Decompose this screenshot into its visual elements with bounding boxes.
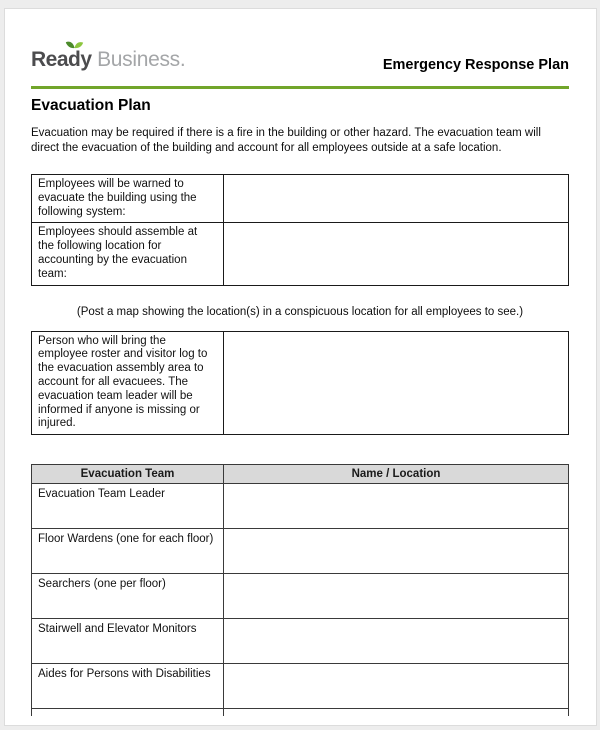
table-row <box>32 175 569 223</box>
team-role-label: Floor Wardens (one for each floor) <box>32 529 224 574</box>
roster-person-field[interactable] <box>224 331 569 435</box>
document-header <box>31 9 569 89</box>
logo-brand-period: . <box>179 48 186 71</box>
table-row <box>32 574 569 619</box>
logo-brand-light: Business <box>91 48 180 71</box>
field-label-warning-system: Employees will be warned to evacuate the building using the following system: <box>32 175 224 223</box>
column-header-evacuation-team: Evacuation Team <box>32 465 224 484</box>
name-location-field[interactable] <box>224 709 569 716</box>
leaf-icon <box>65 40 84 50</box>
section-title: Evacuation Plan <box>31 97 151 114</box>
name-location-field[interactable] <box>224 619 569 664</box>
field-label-roster-person: Person who will bring the employee roster and visitor log to the evacuation assembly area to account for all evacuees. The evacuation team leader will be informed if anyone is missing or injured. <box>32 331 224 435</box>
table-row <box>32 664 569 709</box>
name-location-field[interactable] <box>224 574 569 619</box>
table-row <box>32 619 569 664</box>
team-role-label: Stairwell and Elevator Monitors <box>32 619 224 664</box>
table-row <box>32 484 569 529</box>
table-row <box>32 331 569 435</box>
column-header-name-location: Name / Location <box>224 465 569 484</box>
name-location-field[interactable] <box>224 484 569 529</box>
field-label-assembly-location: Employees should assemble at the following location for accounting by the evacuation team: <box>32 223 224 285</box>
document-page <box>4 8 597 726</box>
name-location-field[interactable] <box>224 664 569 709</box>
map-note: (Post a map showing the location(s) in a conspicuous location for all employees to see.) <box>76 305 524 318</box>
team-role-label[interactable] <box>32 709 224 716</box>
table-row <box>32 529 569 574</box>
evacuation-team-table <box>31 464 569 716</box>
assembly-location-field[interactable] <box>224 223 569 285</box>
team-role-label: Searchers (one per floor) <box>32 574 224 619</box>
table-row <box>32 223 569 285</box>
document-title: Emergency Response Plan <box>382 57 569 73</box>
roster-person-table <box>31 331 569 436</box>
intro-paragraph: Evacuation may be required if there is a fire in the building or other hazard. The evacuation team will direct the evacuation of the building and account for all employees outside at a safe location. <box>31 127 541 154</box>
table-row-partial <box>32 709 569 716</box>
warning-system-field[interactable] <box>224 175 569 223</box>
ready-business-logo <box>31 47 185 75</box>
table-header-row <box>32 465 569 484</box>
warning-system-table <box>31 174 569 286</box>
name-location-field[interactable] <box>224 529 569 574</box>
team-role-label: Evacuation Team Leader <box>32 484 224 529</box>
logo-brand-bold: Ready <box>31 48 92 71</box>
team-role-label: Aides for Persons with Disabilities <box>32 664 224 709</box>
